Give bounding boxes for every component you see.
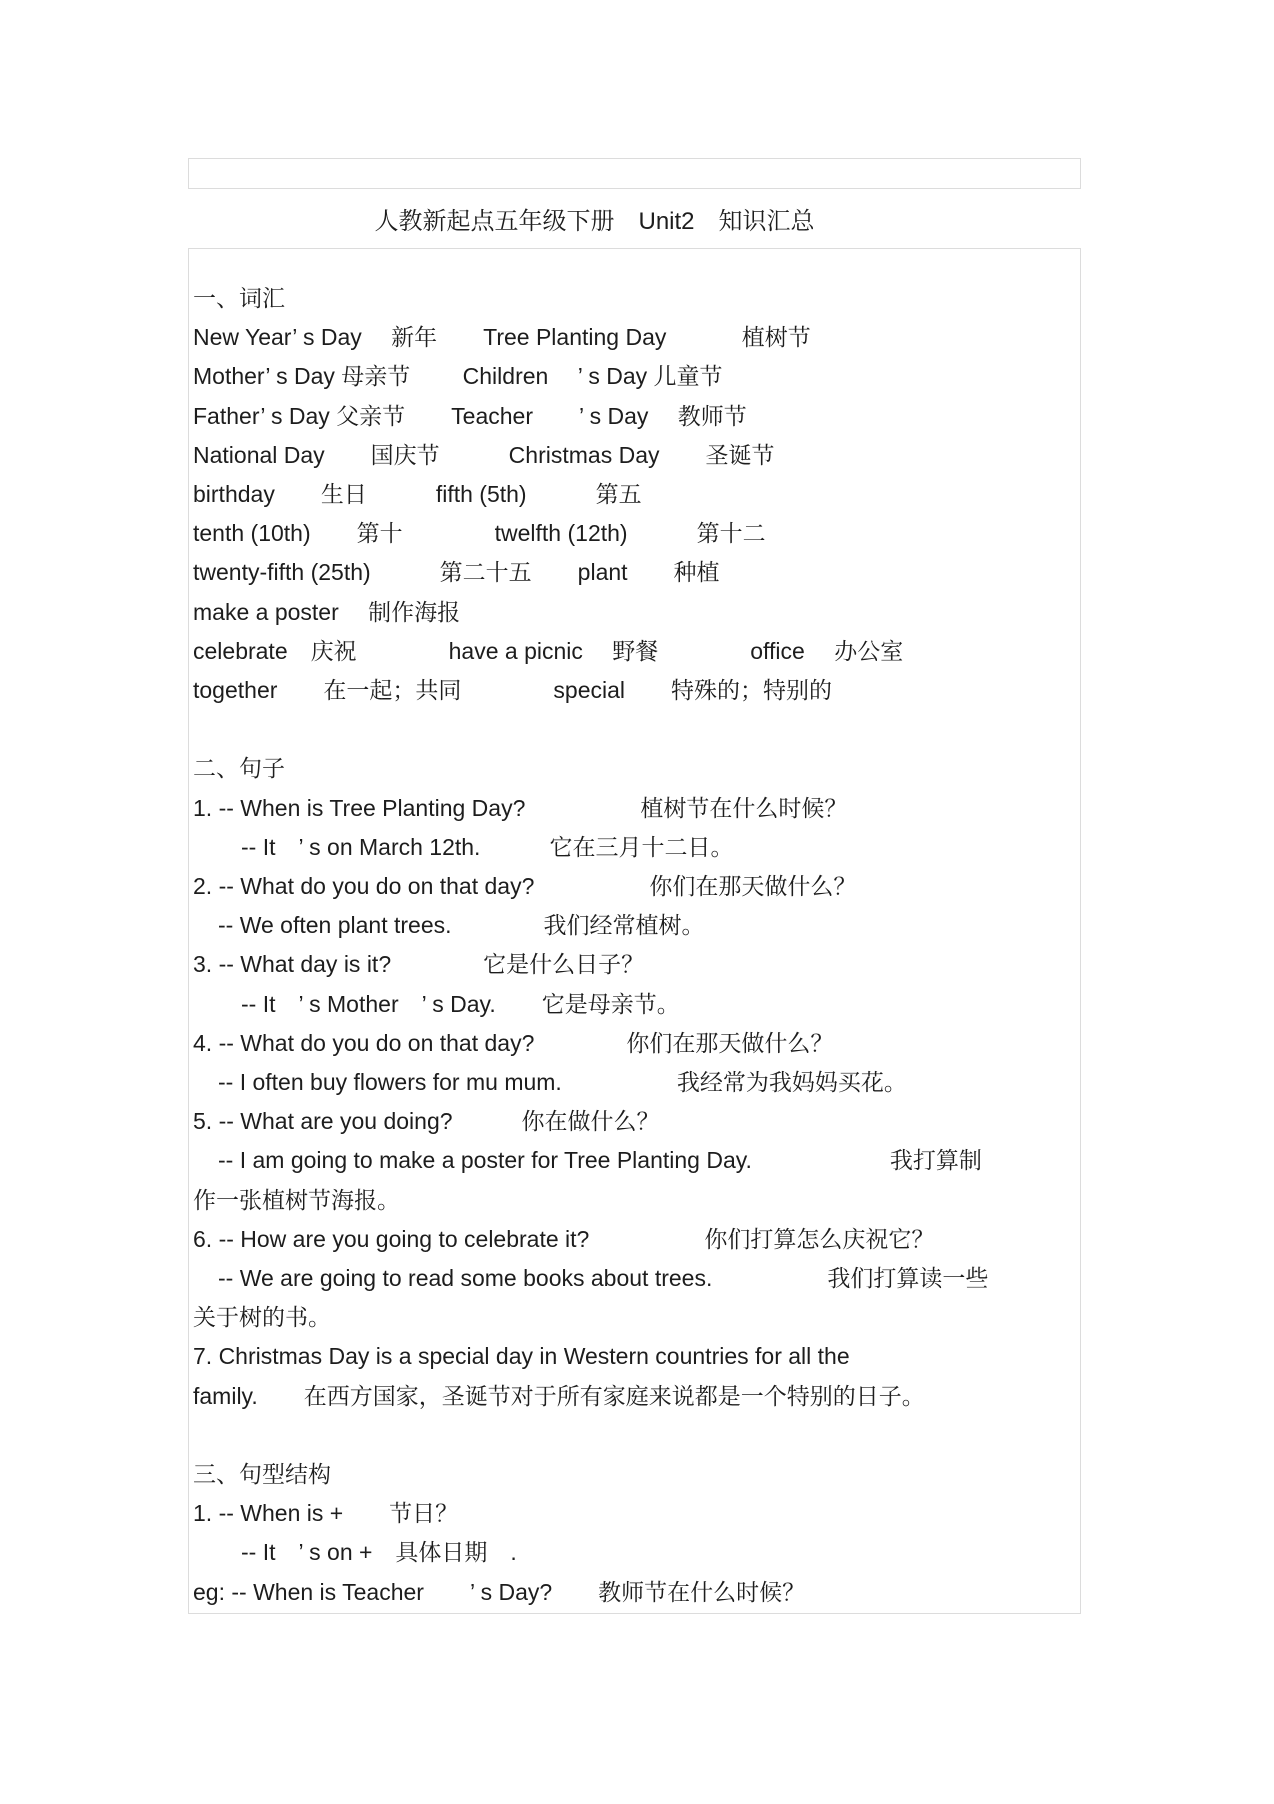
- vocab-line: tenth (10th) 第十 twelfth (12th) 第十二: [193, 520, 766, 547]
- vocab-line: National Day 国庆节 Christmas Day 圣诞节: [193, 441, 775, 468]
- sentence-line: 5. -- What are you doing? 你在做什么？: [193, 1108, 660, 1135]
- vocab-line: twenty-fifth (25th) 第二十五 plant 种植: [193, 559, 720, 586]
- sentence-line: 作一张植树节海报。: [193, 1186, 400, 1213]
- sentence-line: -- I often buy flowers for mu mum. 我经常为我妈妈买花。: [218, 1069, 907, 1096]
- content-box: [188, 248, 1081, 1614]
- sentence-line: -- It ’ s on March 12th. 它在三月十二日。: [241, 833, 734, 860]
- sentence-line: -- We often plant trees. 我们经常植树。: [218, 912, 705, 939]
- empty-header-cell: [188, 158, 1081, 189]
- sentence-line: 7. Christmas Day is a special day in Western countries for all the: [193, 1343, 850, 1370]
- patterns-heading: 三、句型结构: [193, 1461, 331, 1488]
- sentence-line: 6. -- How are you going to celebrate it? 你们打算怎么庆祝它？: [193, 1225, 935, 1252]
- sentences-heading: 二、句子: [193, 755, 285, 782]
- sentence-line: -- We are going to read some books about trees. 我们打算读一些: [218, 1265, 989, 1292]
- vocab-line: New Year’ s Day 新年 Tree Planting Day 植树节: [193, 324, 811, 351]
- sentence-line: 1. -- When is Tree Planting Day? 植树节在什么时候？: [193, 794, 848, 821]
- vocab-line: Father’ s Day 父亲节 Teacher ’ s Day 教师节: [193, 402, 747, 429]
- pattern-line: -- It ’ s on + 具体日期 .: [241, 1539, 517, 1566]
- blank-line: [193, 1416, 1072, 1455]
- sentence-line: -- It ’ s Mother ’ s Day. 它是母亲节。: [241, 990, 680, 1017]
- sentence-line: 3. -- What day is it? 它是什么日子？: [193, 951, 645, 978]
- vocab-line: celebrate 庆祝 have a picnic 野餐 office 办公室: [193, 637, 904, 664]
- blank-line: [193, 710, 1072, 749]
- vocab-line: Mother’ s Day 母亲节 Children ’ s Day 儿童节: [193, 363, 723, 390]
- pattern-line: 1. -- When is + 节日？: [193, 1500, 459, 1527]
- sentence-line: 关于树的书。: [193, 1304, 331, 1331]
- vocabulary-heading: 一、词汇: [193, 285, 285, 311]
- pattern-line: eg: -- When is Teacher ’ s Day? 教师节在什么时候？: [193, 1578, 806, 1605]
- sentence-line: 2. -- What do you do on that day? 你们在那天做什么？: [193, 873, 857, 900]
- sentence-line: 4. -- What do you do on that day? 你们在那天做什么？: [193, 1029, 834, 1056]
- vocab-line: together 在一起；共同 special 特殊的；特别的: [193, 677, 832, 704]
- sentence-line: -- I am going to make a poster for Tree Planting Day. 我打算制: [218, 1147, 982, 1174]
- vocab-line: make a poster 制作海报: [193, 598, 461, 625]
- vocab-line: birthday 生日 fifth (5th) 第五: [193, 481, 642, 508]
- page-title: 人教新起点五年级下册 Unit2 知识汇总: [374, 208, 815, 235]
- sentence-line: family. 在西方国家，圣诞节对于所有家庭来说都是一个特别的日子。: [193, 1382, 925, 1409]
